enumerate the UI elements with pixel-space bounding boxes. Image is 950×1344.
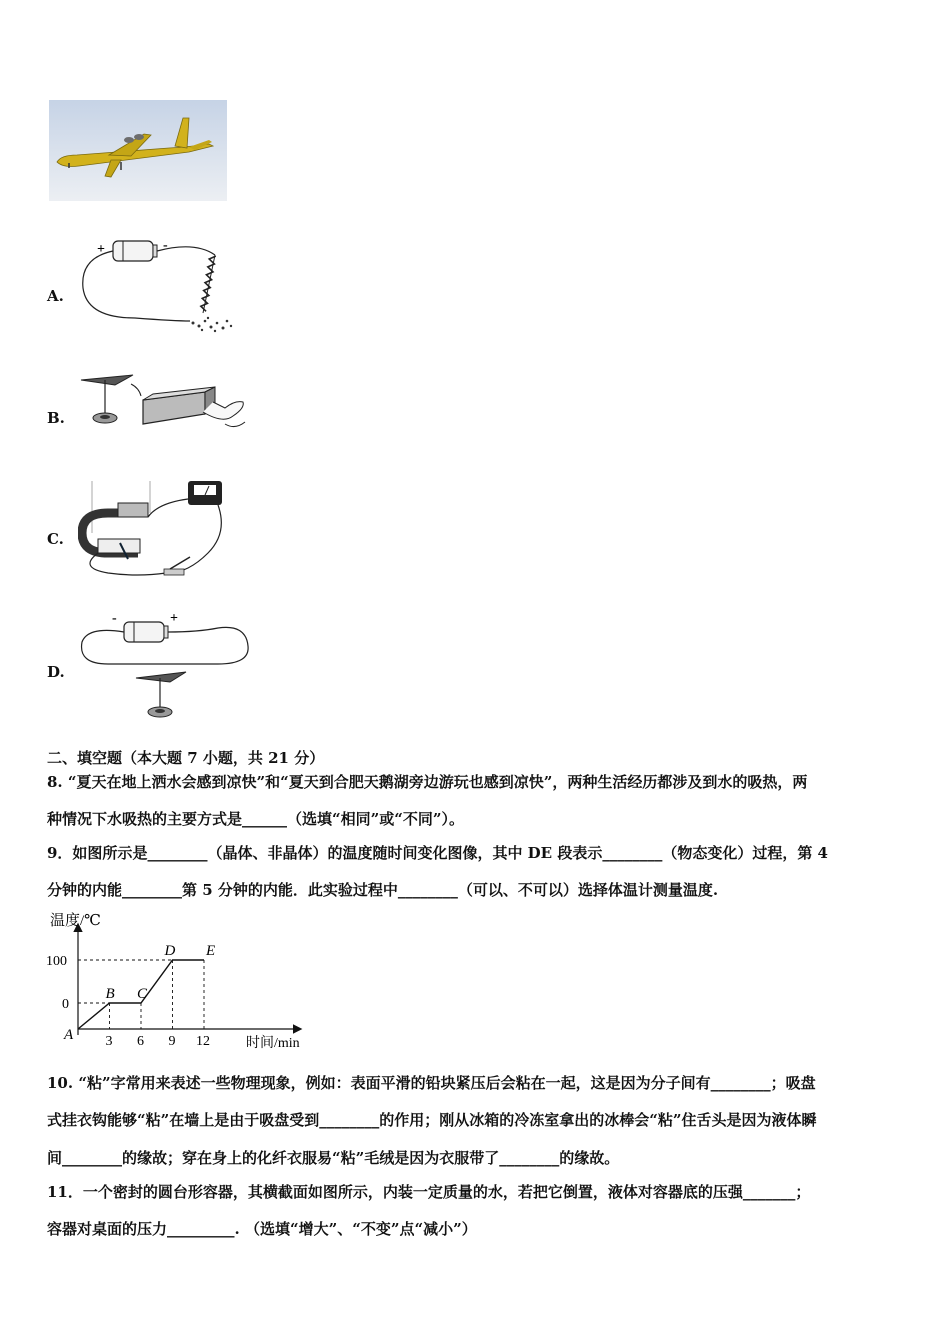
q10-line1: 10. “粘”字常用来表述一些物理现象，例如：表面平滑的铅块紧压后会粘在一起，这是因为分子间有________；吸盘 [47, 1074, 816, 1092]
airplane-photo [49, 100, 227, 201]
switch-icon [164, 557, 190, 575]
option-b-diagram [75, 372, 250, 440]
q9-line1: 9．如图所示是________（晶体、非晶体）的温度随时间变化图像，其中 DE 段表示________（物态变化）过程，第 4 [47, 844, 828, 862]
option-d-diagram [78, 606, 254, 722]
plus-sign: + [97, 242, 105, 257]
point-label-b: B [105, 986, 115, 1002]
option-a-label: A. [47, 287, 64, 305]
q11-line2: 容器对桌面的压力_________. （选填“增大”、“不变”点“减小”） [47, 1220, 477, 1238]
iron-filings-icon [192, 317, 233, 332]
y-tick-0: 0 [62, 997, 69, 1012]
battery-icon [113, 241, 157, 261]
q8-line1: 8. “夏天在地上洒水会感到凉快”和“夏天到合肥天鹅湖旁边游玩也感到凉快”，两种生活经历都涉及到水的吸热，两 [47, 773, 808, 791]
q11-line1: 11．一个密封的圆台形容器，其横截面如图所示，内装一定质量的水，若把它倒置，液体对容器底的压强_______； [47, 1183, 811, 1201]
x-tick-3: 3 [105, 1034, 113, 1049]
galvanometer-icon [188, 481, 222, 505]
temperature-time-chart [40, 907, 320, 1055]
point-label-e: E [206, 943, 216, 959]
point-label-a: A [64, 1027, 74, 1043]
compass-needle-icon [136, 672, 186, 717]
x-tick-9: 9 [168, 1034, 176, 1049]
x-tick-12: 12 [196, 1034, 210, 1049]
option-b-label: B. [47, 409, 65, 427]
minus-sign: - [112, 611, 117, 626]
plus-sign: + [170, 611, 178, 626]
minus-sign: - [163, 238, 168, 253]
option-c-label: C. [47, 530, 64, 548]
coil-icon [200, 255, 216, 313]
x-axis-label: 时间/min [246, 1036, 300, 1051]
q9-line2: 分钟的内能________第 5 分钟的内能．此实验过程中________（可以、不可以）选择体温计测量温度. [47, 881, 719, 899]
y-axis-label: 温度/℃ [50, 913, 101, 929]
magnet-bar-icon [143, 387, 215, 424]
option-a-diagram [75, 233, 245, 335]
q10-line2: 式挂衣钩能够“粘”在墙上是由于吸盘受到________的作用；刚从冰箱的冷冻室拿出的冰棒会“粘”住舌头是因为液体瞬 [47, 1111, 817, 1129]
point-label-d: D [164, 943, 176, 959]
point-label-c: C [137, 986, 148, 1002]
option-d-label: D. [47, 663, 65, 681]
option-c-diagram [78, 473, 228, 583]
battery-icon [124, 622, 168, 642]
q8-line2: 种情况下水吸热的主要方式是______（选填“相同”或“不同”）。 [47, 810, 465, 828]
compass-needle-icon [81, 375, 133, 423]
x-tick-6: 6 [137, 1034, 144, 1049]
y-tick-100: 100 [46, 954, 67, 969]
q10-line3: 间________的缘故；穿在身上的化纤衣服易“粘”毛绒是因为衣服带了________的缘故。 [47, 1149, 620, 1167]
section-heading: 二、填空题（本大题 7 小题，共 21 分） [47, 749, 325, 767]
